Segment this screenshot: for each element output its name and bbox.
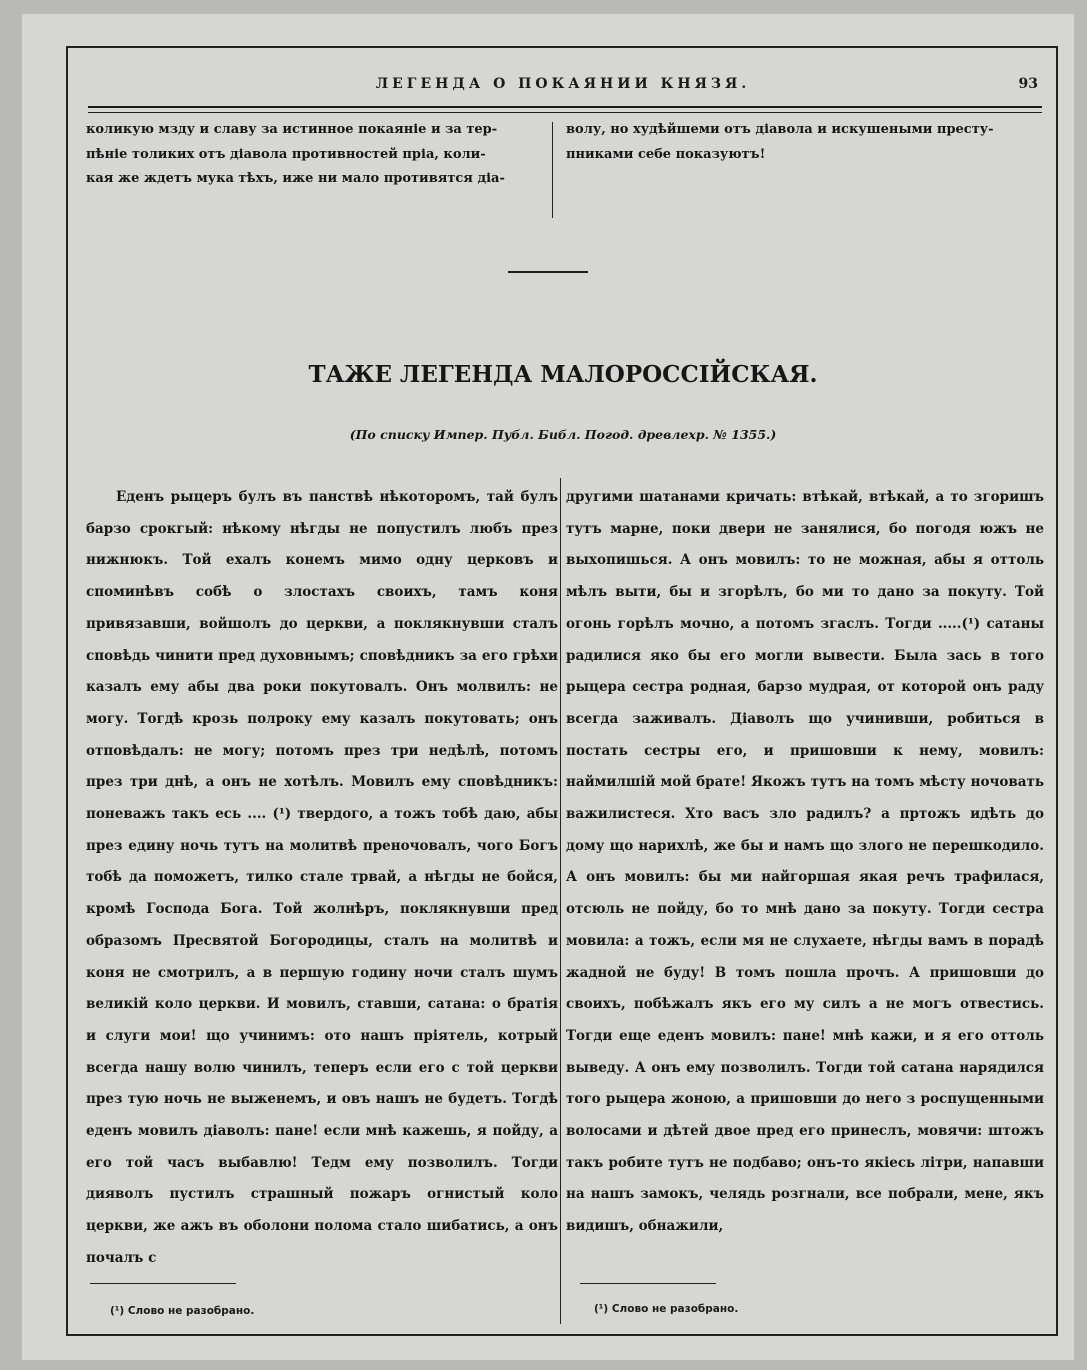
footnote-right: (¹) Слово не разобрано.: [594, 1303, 739, 1315]
running-header: [88, 76, 1038, 98]
article-source: (По списку Импер. Публ. Библ. Погод. древлехр. № 1355.): [349, 427, 777, 442]
footnote-rule-right: [580, 1283, 716, 1284]
footnote-rule-left: [90, 1283, 236, 1284]
header-rule-thick: [88, 106, 1042, 108]
top-left-line: коликую мзду и славу за истинное покаяніе и за тер-: [86, 122, 498, 137]
top-right-column: [566, 118, 1042, 167]
top-left-line: пѣніе толиких отъ діавола противностей пріа, коли-: [86, 146, 486, 162]
top-right-line: пниками себе показуютъ!: [566, 146, 766, 162]
left-paragraph: [86, 482, 558, 1275]
top-left-column: [86, 118, 541, 192]
top-left-line: кая же ждетъ мука тѣхъ, иже ни мало противятся діа-: [86, 171, 505, 186]
left-paragraph-text: Еденъ рыцеръ булъ въ панствѣ нѣкоторомъ, тай булъ барзо срокгый: нѣкому нѣгды не попустилъ любъ през нижнюкъ. Той ехалъ конемъ мимо одну церковъ и споминѣвъ собѣ о злостахъ своихъ, тамъ коня привязавши, войшолъ до церкви, а поклякнувши сталъ сповѣдь чинити пред духовнымъ; сповѣдникъ за его грѣхи казалъ ему абы два роки покутовалъ. Онъ молвилъ: не могу. Тогдѣ крозь полроку ему казалъ покутовать; онъ отповѣдалъ: не могу; потомъ през три недѣлѣ, потомъ през три днѣ, а онъ не хотѣлъ. Мовилъ ему сповѣдникъ: поневажъ такъ есь .... (¹) твердого, а тожъ тобѣ даю, абы през едину ночь тутъ на молитвѣ преночовалъ, чого Богъ тобѣ да поможетъ, тилко стале трвай, а нѣгды не бойся, кромѣ Господа Бога. Той жолнѣръ, поклякнувши пред образомъ Пресвятой Богородицы, сталъ на молитвѣ и коня не смотрилъ, а в першую годину ночи сталъ шумъ великій коло церкви. И мовилъ, ставши, сатана: о братія и слуги мои! що учинимъ: ото нашъ пріятель, котрый всегда нашу волю чинилъ, теперъ если его с той церкви през тую ночь не выженемъ, и овъ нашъ не будетъ. Тогдѣ еденъ мовилъ діаволъ: пане! если мнѣ кажешь, я пойду, а его той часъ выбавлю! Тедм ему позволилъ. Тогди дияволъ пустилъ страшный пожаръ огнистый коло церкви, же ажъ въ оболони полома стало шибатись, а онъ почалъ с: [86, 489, 558, 1266]
running-title: ЛЕГЕНДА О ПОКАЯНИИ КНЯЗЯ.: [375, 76, 751, 92]
main-right-column: [566, 482, 1044, 1243]
top-right-line: волу, но худѣйшеми отъ діавола и искушеными престу-: [566, 122, 994, 137]
main-column-divider: [560, 478, 561, 1324]
footnote-left: (¹) Слово не разобрано.: [110, 1305, 255, 1317]
right-paragraph-text: другими шатанами кричать: втѣкай, втѣкай, а то згоришъ тутъ марне, поки двери не занялися, бо погодя южъ не выхопишься. А онъ мовилъ: то не можная, абы я оттоль мѣлъ выти, бы и згорѣлъ, бо ми то дано за покуту. Той огонь горѣлъ мочно, а потомъ згаслъ. Тогди .....(¹) сатаны радилися яко бы его могли вывести. Была зась в того рыцера сестра родная, барзо мудрая, от которой онъ раду всегда заживалъ. Діаволъ що учинивши, робиться в постать сестры его, и пришовши к нему, мовилъ: наймилшій мой брате! Якожъ тутъ на томъ мѣсту ночовать важилистеся. Хто васъ зло радилъ? а пртожъ идѣть до дому що нарихлѣ, же бы и намъ що злого не перешкодило. А онъ мовилъ: бы ми найгоршая якая речъ трафилася, отсюль не пойду, бо то мнѣ дано за покуту. Тогди сестра мовила: а тожъ, если мя не слухаете, нѣгды вамъ в порадѣ жадной не буду! В томъ пошла прочъ. А пришовши до своихъ, побѣжалъ якъ его му силъ а не могъ отвестись. Тогди еще еденъ мовилъ: пане! мнѣ кажи, и я его оттоль выведу. А онъ ему позволилъ. Тогди той сатана нарядился того рыцера жоною, а пришовши до него з роспущенными волосами и дѣтей двое пред его принеслъ, мовячи: штожъ такъ робите тутъ не подбаво; онъ-то якіесь літри, напавши на нашъ замокъ, челядь розгнали, все побрали, мене, якъ видишъ, обнажили,: [566, 489, 1044, 1235]
header-rule-thin: [88, 112, 1042, 113]
section-separator: [508, 271, 588, 273]
top-column-divider: [552, 122, 553, 218]
page-number: 93: [1018, 76, 1038, 92]
article-title: ТАЖЕ ЛЕГЕНДА МАЛОРОССІЙСКАЯ.: [308, 361, 818, 388]
main-left-column: [86, 482, 558, 1275]
